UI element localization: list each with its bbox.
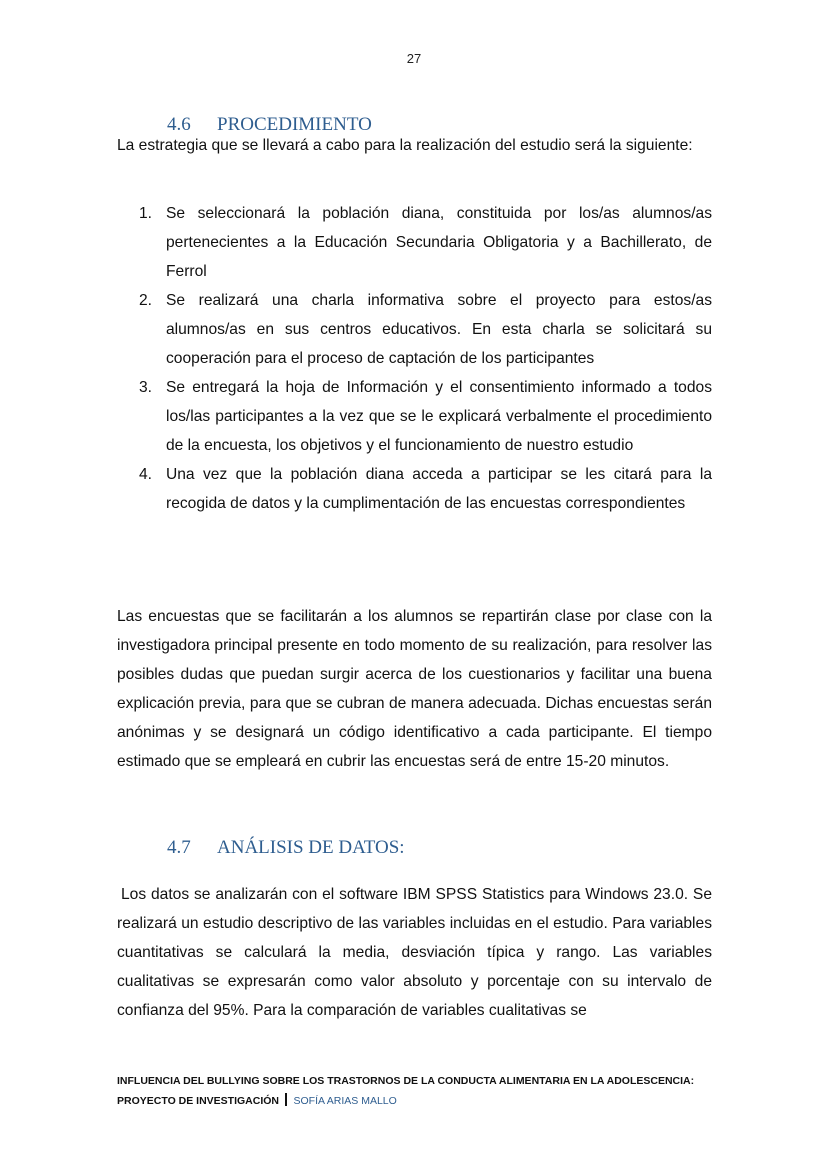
footer-subtitle-line: [117, 1091, 694, 1111]
analysis-paragraph: Los datos se analizarán con el software IBM SPSS Statistics para Windows 23.0. Se realizará un estudio descriptivo de las variables incluidas en el estudio. Para variables cuantitativas se calculará la media, desviación típica y rango. Las variables cualitativas se expresarán como valor absoluto y porcentaje con su intervalo de confianza del 95%. Para la comparación de variables cualitativas se: [117, 886, 712, 1019]
list-item: [117, 373, 712, 460]
footer-project-label: PROYECTO DE INVESTIGACIÓN: [117, 1095, 279, 1107]
footer-divider: [285, 1093, 287, 1106]
footer-title-line: INFLUENCIA DEL BULLYING SOBRE LOS TRASTORNOS DE LA CONDUCTA ALIMENTARIA EN LA ADOLESCENCIA:: [117, 1075, 695, 1087]
list-item-text: Se entregará la hoja de Información y el consentimiento informado a todos los/las participantes a la vez que se le explicará verbalmente el procedimiento de la encuesta, los objetivos y el funcionamiento de nuestro estudio: [166, 379, 712, 454]
procedure-intro: La estrategia que se llevará a cabo para la realización del estudio será la siguiente:: [117, 137, 693, 154]
footer-author: SOFÍA ARIAS MALLO: [293, 1095, 397, 1107]
list-item-text: Se realizará una charla informativa sobre el proyecto para estos/as alumnos/as en sus centros educativos. En esta charla se solicitará su cooperación para el proceso de captación de los participantes: [166, 292, 712, 367]
section-number: 4.7: [167, 837, 191, 858]
list-item: [117, 460, 712, 518]
list-item-text: Se seleccionará la población diana, constituida por los/as alumnos/as pertenecientes a la Educación Secundaria Obligatoria y a Bachillerato, de Ferrol: [166, 205, 712, 280]
section-title: PROCEDIMIENTO: [217, 114, 372, 135]
list-marker: 3.: [139, 379, 153, 396]
list-marker: 2.: [139, 292, 153, 309]
procedure-closing-paragraph: Las encuestas que se facilitarán a los alumnos se repartirán clase por clase con la investigadora principal presente en todo momento de su realización, para resolver las posibles dudas que puedan surgir acerca de los cuestionarios y facilitar una buena explicación previa, para que se cubran de manera adecuada. Dichas encuestas serán anónimas y se designará un código identificativo a cada participante. El tiempo estimado que se empleará en cubrir las encuestas será de entre 15-20 minutos.: [117, 608, 712, 770]
procedure-steps: [117, 199, 712, 518]
section-title: ANÁLISIS DE DATOS:: [217, 837, 405, 858]
page-footer: [117, 1071, 694, 1111]
section-number: 4.6: [167, 114, 191, 135]
list-item-text: Una vez que la población diana acceda a participar se les citará para la recogida de datos y la cumplimentación de las encuestas correspondientes: [166, 466, 712, 512]
list-marker: 1.: [139, 205, 153, 222]
section-heading-analisis: [167, 837, 405, 859]
list-item: [117, 199, 712, 286]
list-item: [117, 286, 712, 373]
list-marker: 4.: [139, 466, 153, 483]
page-number: 27: [406, 51, 422, 66]
